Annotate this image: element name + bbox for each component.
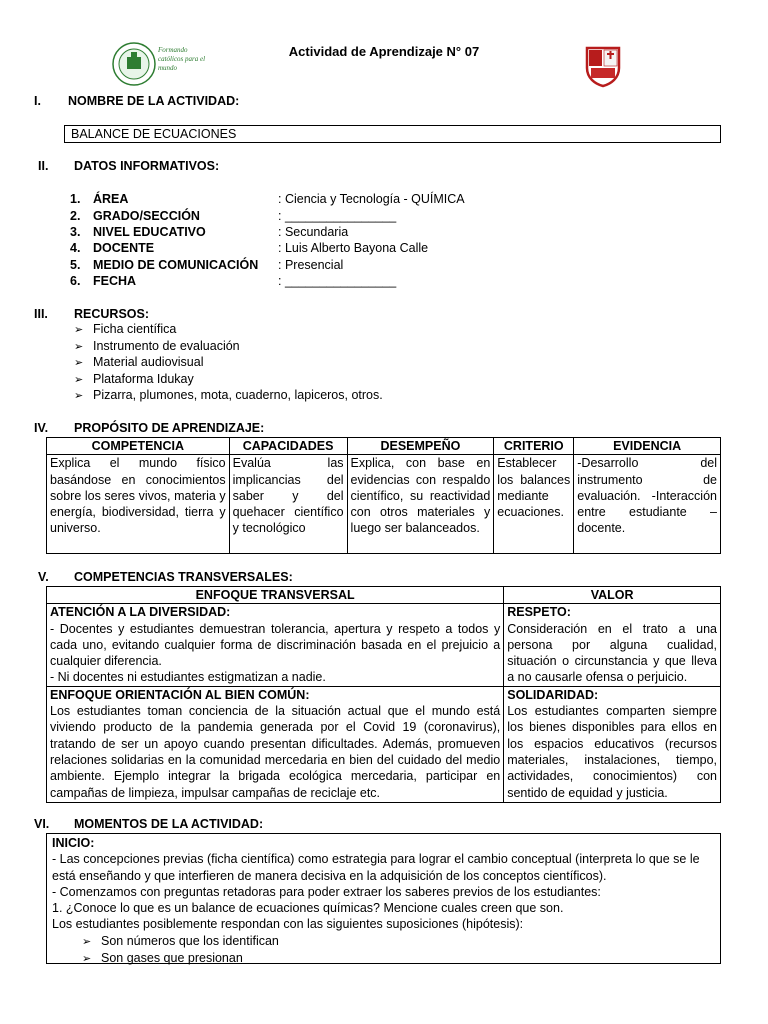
arrow-bullet-icon: ➢	[74, 373, 84, 386]
col-header: DESEMPEÑO	[347, 438, 494, 455]
section-6-heading: VI. MOMENTOS DE LA ACTIVIDAD:	[34, 817, 264, 831]
cell-enfoque-bien-comun: ENFOQUE ORIENTACIÓN AL BIEN COMÚN: Los estudiantes toman conciencia de la situación actual que el mundo está viviendo producto de la pandemia generada por el Covid 19 (coronavirus), tratando de ser un apoyo cuando presentan dificultades. Además, promueven relaciones solidarias en la comunidad mercedaria en bien del cuidado del medio ambiente. Ejemplo integrar la brigada ecológica mercedaria, participar en campañas de limpieza, impulsar campañas de reciclaje etc.	[47, 686, 504, 802]
arrow-bullet-icon: ➢	[74, 324, 84, 336]
col-header: VALOR	[504, 587, 721, 604]
cell-capacidades: Evalúa las implicancias del saber y del quehacer científico y tecnológico	[229, 455, 347, 554]
cell-competencia: Explica el mundo físico basándose en conocimientos sobre los seres vivos, materia y energía, biodiversidad, tierra y universo.	[47, 455, 230, 554]
table-row	[47, 604, 721, 686]
table-header-row	[47, 587, 721, 604]
info-row-area: 1. ÁREA : Ciencia y Tecnología - QUÍMICA	[70, 192, 465, 206]
arrow-bullet-icon: ➢	[74, 390, 84, 402]
arrow-bullet-icon: ➢	[74, 340, 84, 353]
arrow-bullet-icon: ➢	[82, 935, 92, 948]
list-item: ➢ Instrumento de evaluación	[74, 338, 240, 353]
info-row-docente: 4. DOCENTE : Luis Alberto Bayona Calle	[70, 241, 429, 255]
col-header: CAPACIDADES	[229, 438, 347, 455]
cell-evidencia: -Desarrollo del instrumento de evaluación. -Interacción entre estudiante – docente.	[574, 455, 721, 554]
list-item: ➢ Material audiovisual	[74, 355, 204, 369]
arrow-bullet-icon: ➢	[82, 953, 92, 966]
info-row-grado: 2. GRADO/SECCIÓN : ________________	[70, 209, 397, 223]
info-row-medio: 5. MEDIO DE COMUNICACIÓN : Presencial	[70, 258, 344, 272]
list-item: ➢ Son gases que presionan	[52, 950, 715, 967]
section-4-heading: IV. PROPÓSITO DE APRENDIZAJE:	[34, 421, 265, 435]
cell-valor-solidaridad: SOLIDARIDAD: Los estudiantes comparten siempre los bienes disponibles para ellos en los espacios educativos (recursos materiales, instalaciones, tiempo, actividades, conocimientos) con sentido de equidad y justicia.	[504, 686, 721, 802]
page-title: Actividad de Aprendizaje N° 07	[288, 44, 480, 59]
col-header: EVIDENCIA	[574, 438, 721, 455]
section-5-heading: V. COMPETENCIAS TRANSVERSALES:	[38, 570, 293, 584]
col-header: CRITERIO	[494, 438, 574, 455]
info-row-fecha: 6. FECHA : ________________	[70, 274, 397, 288]
col-header: ENFOQUE TRANSVERSAL	[47, 587, 504, 604]
resources-list	[74, 322, 383, 405]
moments-box: INICIO: - Las concepciones previas (ficha científica) como estrategia para lograr el cambio conceptual (interpreta lo que se le está enseñando y que interfieren de manera decisiva en la adquisición de los conceptos científicos). - Comenzamos con preguntas retadoras para poder extraer los saberes previos de los estudiantes: 1. ¿Conoce lo que es un balance de ecuaciones químicas? Mencione cuales creen que son. Los estudiantes posiblemente respondan con las siguientes suposiciones (hipótesis): ➢ Son números que los identifican ➢ Son gases que presionan	[46, 833, 721, 964]
section-2-heading: II. DATOS INFORMATIVOS:	[38, 159, 220, 173]
table-row	[47, 686, 721, 802]
list-item: ➢ Son números que los identifican	[52, 933, 715, 950]
list-item: ➢ Ficha científica	[74, 322, 177, 336]
section-3-heading: III. RECURSOS:	[34, 307, 150, 321]
col-header: COMPETENCIA	[47, 438, 230, 455]
transversal-table	[46, 586, 721, 803]
arrow-bullet-icon: ➢	[74, 357, 84, 369]
cell-valor-respeto: RESPETO: Consideración en el trato a una persona por alguna cualidad, situación o circunstancia y que lleva a no causarle ofensa o perjuicio.	[504, 604, 721, 686]
info-row-nivel: 3. NIVEL EDUCATIVO : Secundaria	[70, 225, 349, 239]
list-item: ➢ Pizarra, plumones, mota, cuaderno, lapiceros, otros.	[74, 388, 383, 402]
cell-criterio: Establecer los balances mediante ecuaciones.	[494, 455, 574, 554]
cell-enfoque-diversidad: ATENCIÓN A LA DIVERSIDAD: - Docentes y estudiantes demuestran tolerancia, apertura y respeto a todos y cada uno, evitando cualquier forma de discriminación basada en el prejuicio a cualquier diferencia. - Ni docentes ni estudiantes estigmatizan a nadie.	[47, 604, 504, 686]
section-1-heading: I. NOMBRE DE LA ACTIVIDAD:	[34, 94, 240, 108]
table-row	[47, 455, 721, 554]
list-item: ➢ Plataforma Idukay	[74, 371, 194, 386]
logo-motto: Formando católicos para el mundo	[158, 46, 206, 72]
purpose-table	[46, 437, 721, 554]
school-crest-right	[583, 44, 623, 88]
table-header-row	[47, 438, 721, 455]
activity-name-box: BALANCE DE ECUACIONES	[64, 125, 721, 143]
cell-desempeno: Explica, con base en evidencias con respaldo científico, su reactividad con otros materiales y luego ser balanceados.	[347, 455, 494, 554]
